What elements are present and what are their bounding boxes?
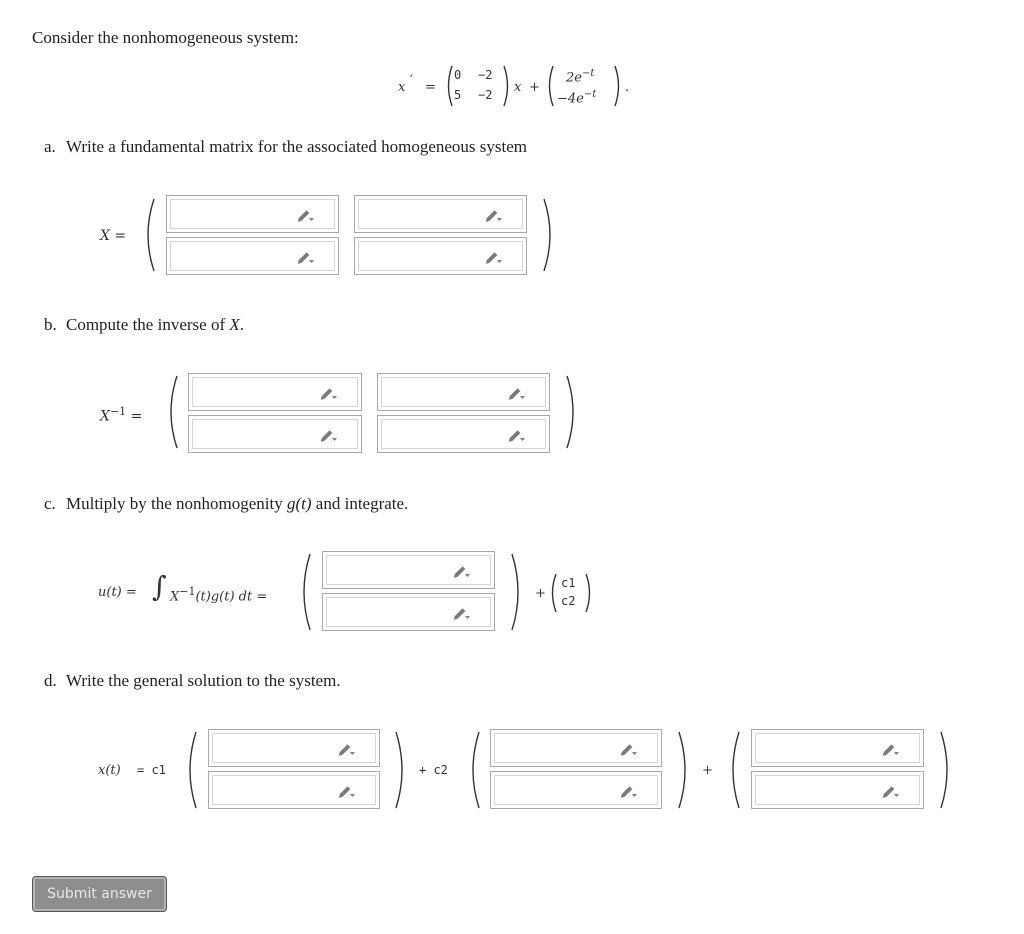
part-a-text: Write a fundamental matrix for the associated homogeneous system [66,137,528,156]
matrix-a22: −2 [478,88,493,102]
pencil-icon[interactable] [484,207,504,223]
forcing-top: $2e^{-t}$ [566,68,595,86]
pencil-icon[interactable] [319,427,339,443]
system-equals: = [425,80,436,95]
system-plus: + [529,80,540,95]
part-c-text: Multiply by the nonhomogenity g(t) and integrate. [66,494,409,513]
part-b-label: b. [44,315,57,334]
matrix-a12: −2 [478,68,493,82]
part-d-plus-c2: + c2 [419,763,448,777]
part-a-lhs: X = [100,228,127,244]
xinv-12-input[interactable] [377,373,550,411]
x-12-input[interactable] [354,195,527,233]
pencil-icon[interactable] [881,783,901,799]
pencil-icon[interactable] [881,741,901,757]
intro-text: Consider the nonhomogeneous system: [32,28,299,47]
pencil-icon[interactable] [296,207,316,223]
part-c-u-lhs: u(t) = [98,585,137,600]
matrix-a21: 5 [454,88,462,102]
sol3-1-input[interactable] [751,729,924,767]
x-22-input[interactable] [354,237,527,275]
system-lhs: x [398,80,406,95]
submit-answer-button[interactable]: Submit answer [32,876,167,912]
pencil-icon[interactable] [452,605,472,621]
pencil-icon[interactable] [619,783,639,799]
pencil-icon[interactable] [507,385,527,401]
pencil-icon[interactable] [296,249,316,265]
pencil-icon[interactable] [484,249,504,265]
system-x-var: x [514,80,522,95]
part-c-label: c. [44,494,56,513]
sol3-2-input[interactable] [751,771,924,809]
u-2-input[interactable] [322,593,495,631]
part-d-label: d. [44,671,57,690]
sol1-1-input[interactable] [208,729,380,767]
part-a-label: a. [44,137,56,156]
u-1-input[interactable] [322,551,495,589]
constant-c2: c2 [561,594,576,608]
part-d-text: Write the general solution to the system. [66,671,341,690]
constant-c1: c1 [561,576,576,590]
sol2-2-input[interactable] [490,771,662,809]
integral-sign: ∫ [152,570,167,603]
part-d-plus: + [702,763,713,778]
xinv-11-input[interactable] [188,373,362,411]
pencil-icon[interactable] [619,741,639,757]
xinv-21-input[interactable] [188,415,362,453]
pencil-icon[interactable] [507,427,527,443]
x-11-input[interactable] [166,195,339,233]
pencil-icon[interactable] [337,741,357,757]
part-d-eq-c1: = c1 [137,763,166,777]
pencil-icon[interactable] [319,385,339,401]
part-d-lhs: x(t) [98,763,121,778]
part-b-lhs: $X^{-1}$ = [100,405,143,425]
x-21-input[interactable] [166,237,339,275]
forcing-bottom: $-4e^{-t}$ [557,89,597,107]
pencil-icon[interactable] [452,563,472,579]
part-c-integrand: $X^{-1}(t)g(t)$ dt = [170,585,268,605]
system-period: . [625,80,630,95]
system-prime: ′ [410,73,413,88]
part-b-text: Compute the inverse of X. [66,315,244,334]
part-c-plus: + [535,586,546,601]
sol1-2-input[interactable] [208,771,380,809]
matrix-a11: 0 [454,68,462,82]
sol2-1-input[interactable] [490,729,662,767]
xinv-22-input[interactable] [377,415,550,453]
pencil-icon[interactable] [337,783,357,799]
